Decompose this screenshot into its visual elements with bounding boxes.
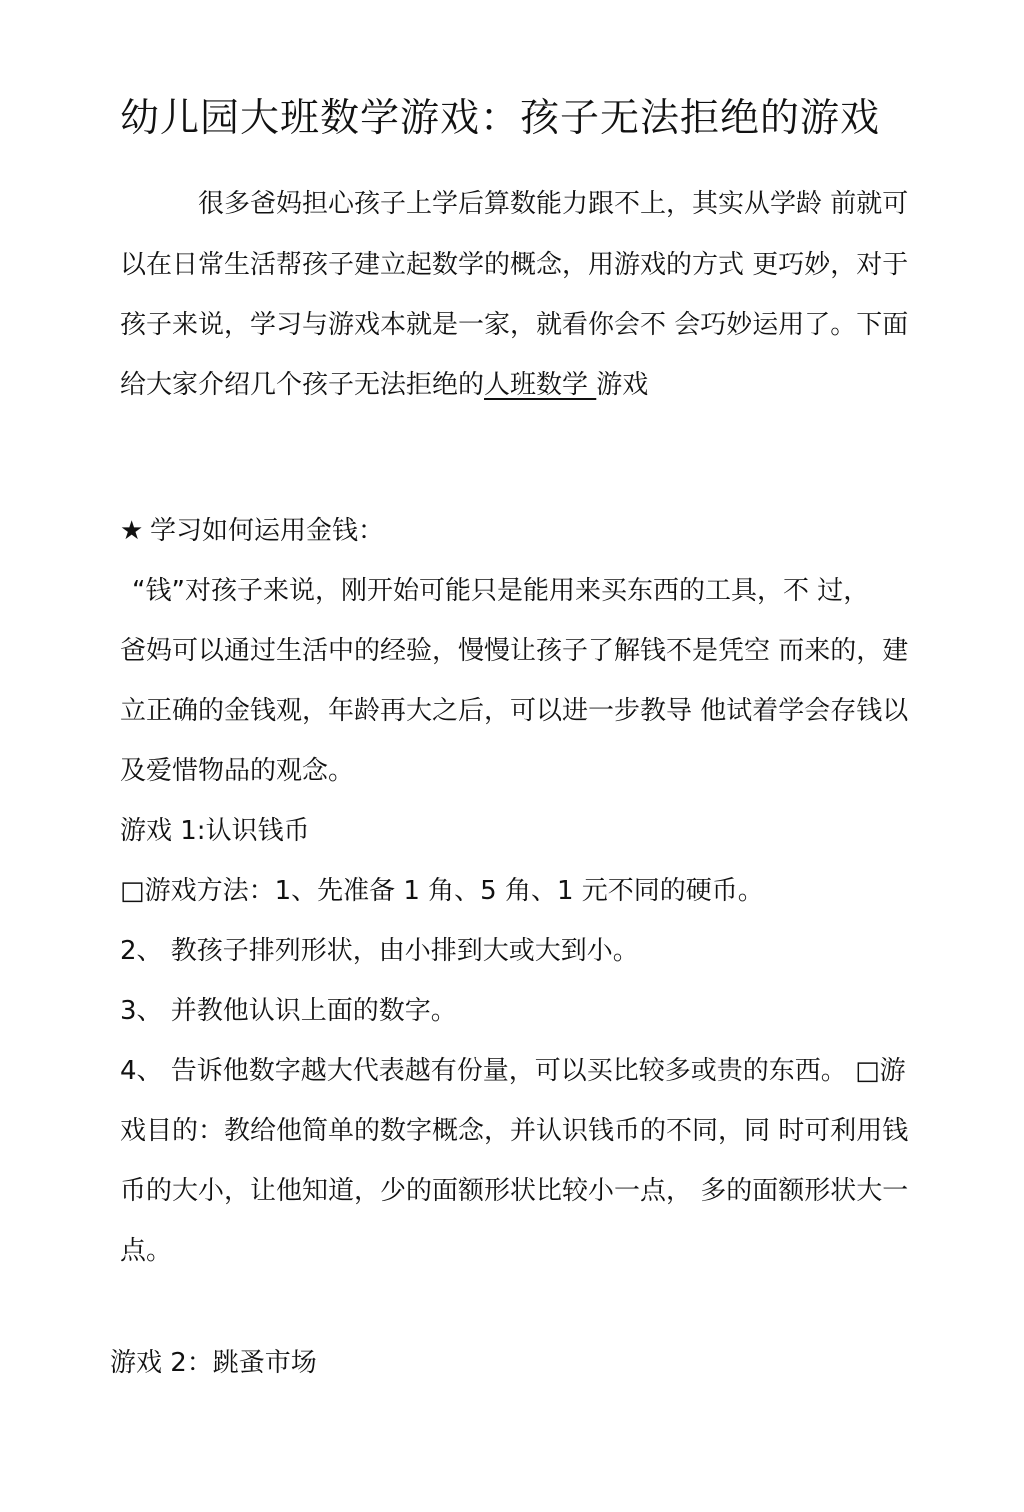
- money-line-2: 爸妈可以通过生活中的经验，慢慢让孩子了解钱不是凭空 而来的，建: [120, 636, 909, 666]
- money-line-4: 及爱惜物品的观念。: [120, 756, 355, 786]
- game1-step-4: 4、 告诉他数字越大代表越有份量，可以买比较多或贵的东西。 □游: [120, 1056, 906, 1086]
- game2-title: 游戏 2：跳蚤市场: [110, 1348, 317, 1378]
- game1-purpose-1: 戏目的：教给他简单的数字概念，并认识钱币的不同，同 时可利用钱: [120, 1116, 909, 1146]
- intro-line-3: 孩子来说，学习与游戏本就是一家，就看你会不 会巧妙运用了。下面: [120, 310, 909, 340]
- intro-line-4: [120, 368, 648, 402]
- game1-step-3: 3、 并教他认识上面的数字。: [120, 996, 457, 1026]
- game1-step-2: 2、 教孩子排列形状，由小排到大或大到小。: [120, 936, 639, 966]
- game1-purpose-3: 点。: [120, 1236, 173, 1266]
- star-icon: ★: [120, 516, 144, 546]
- game1-purpose-2: 币的大小，让他知道，少的面额形状比较小一点， 多的面额形状大一: [120, 1176, 909, 1206]
- game1-method: □游戏方法：1、先准备 1 角、5 角、1 元不同的硬币。: [120, 876, 764, 906]
- section-heading-text: 学习如何运用金钱：: [150, 516, 385, 546]
- intro-link-math[interactable]: 人班数学: [484, 370, 597, 400]
- page-title: 幼儿园大班数学游戏：孩子无法拒绝的游戏: [120, 96, 881, 141]
- intro-line-1: 很多爸妈担心孩子上学后算数能力跟不上，其实从学龄 前就可: [198, 189, 909, 219]
- section-heading-money: [120, 514, 384, 548]
- intro-line-4-prefix: 给大家介绍几个孩子无法拒绝的: [120, 370, 485, 400]
- intro-line-4-suffix: 游戏: [596, 370, 649, 400]
- money-line-1: “钱”对孩子来说，刚开始可能只是能用来买东西的工具，不 过，: [132, 576, 870, 606]
- money-line-3: 立正确的金钱观，年龄再大之后，可以进一步教导 他试着学会存钱以: [120, 696, 909, 726]
- game1-title: 游戏 1:认识钱币: [120, 816, 310, 846]
- intro-line-2: 以在日常生活帮孩子建立起数学的概念，用游戏的方式 更巧妙，对于: [120, 250, 909, 280]
